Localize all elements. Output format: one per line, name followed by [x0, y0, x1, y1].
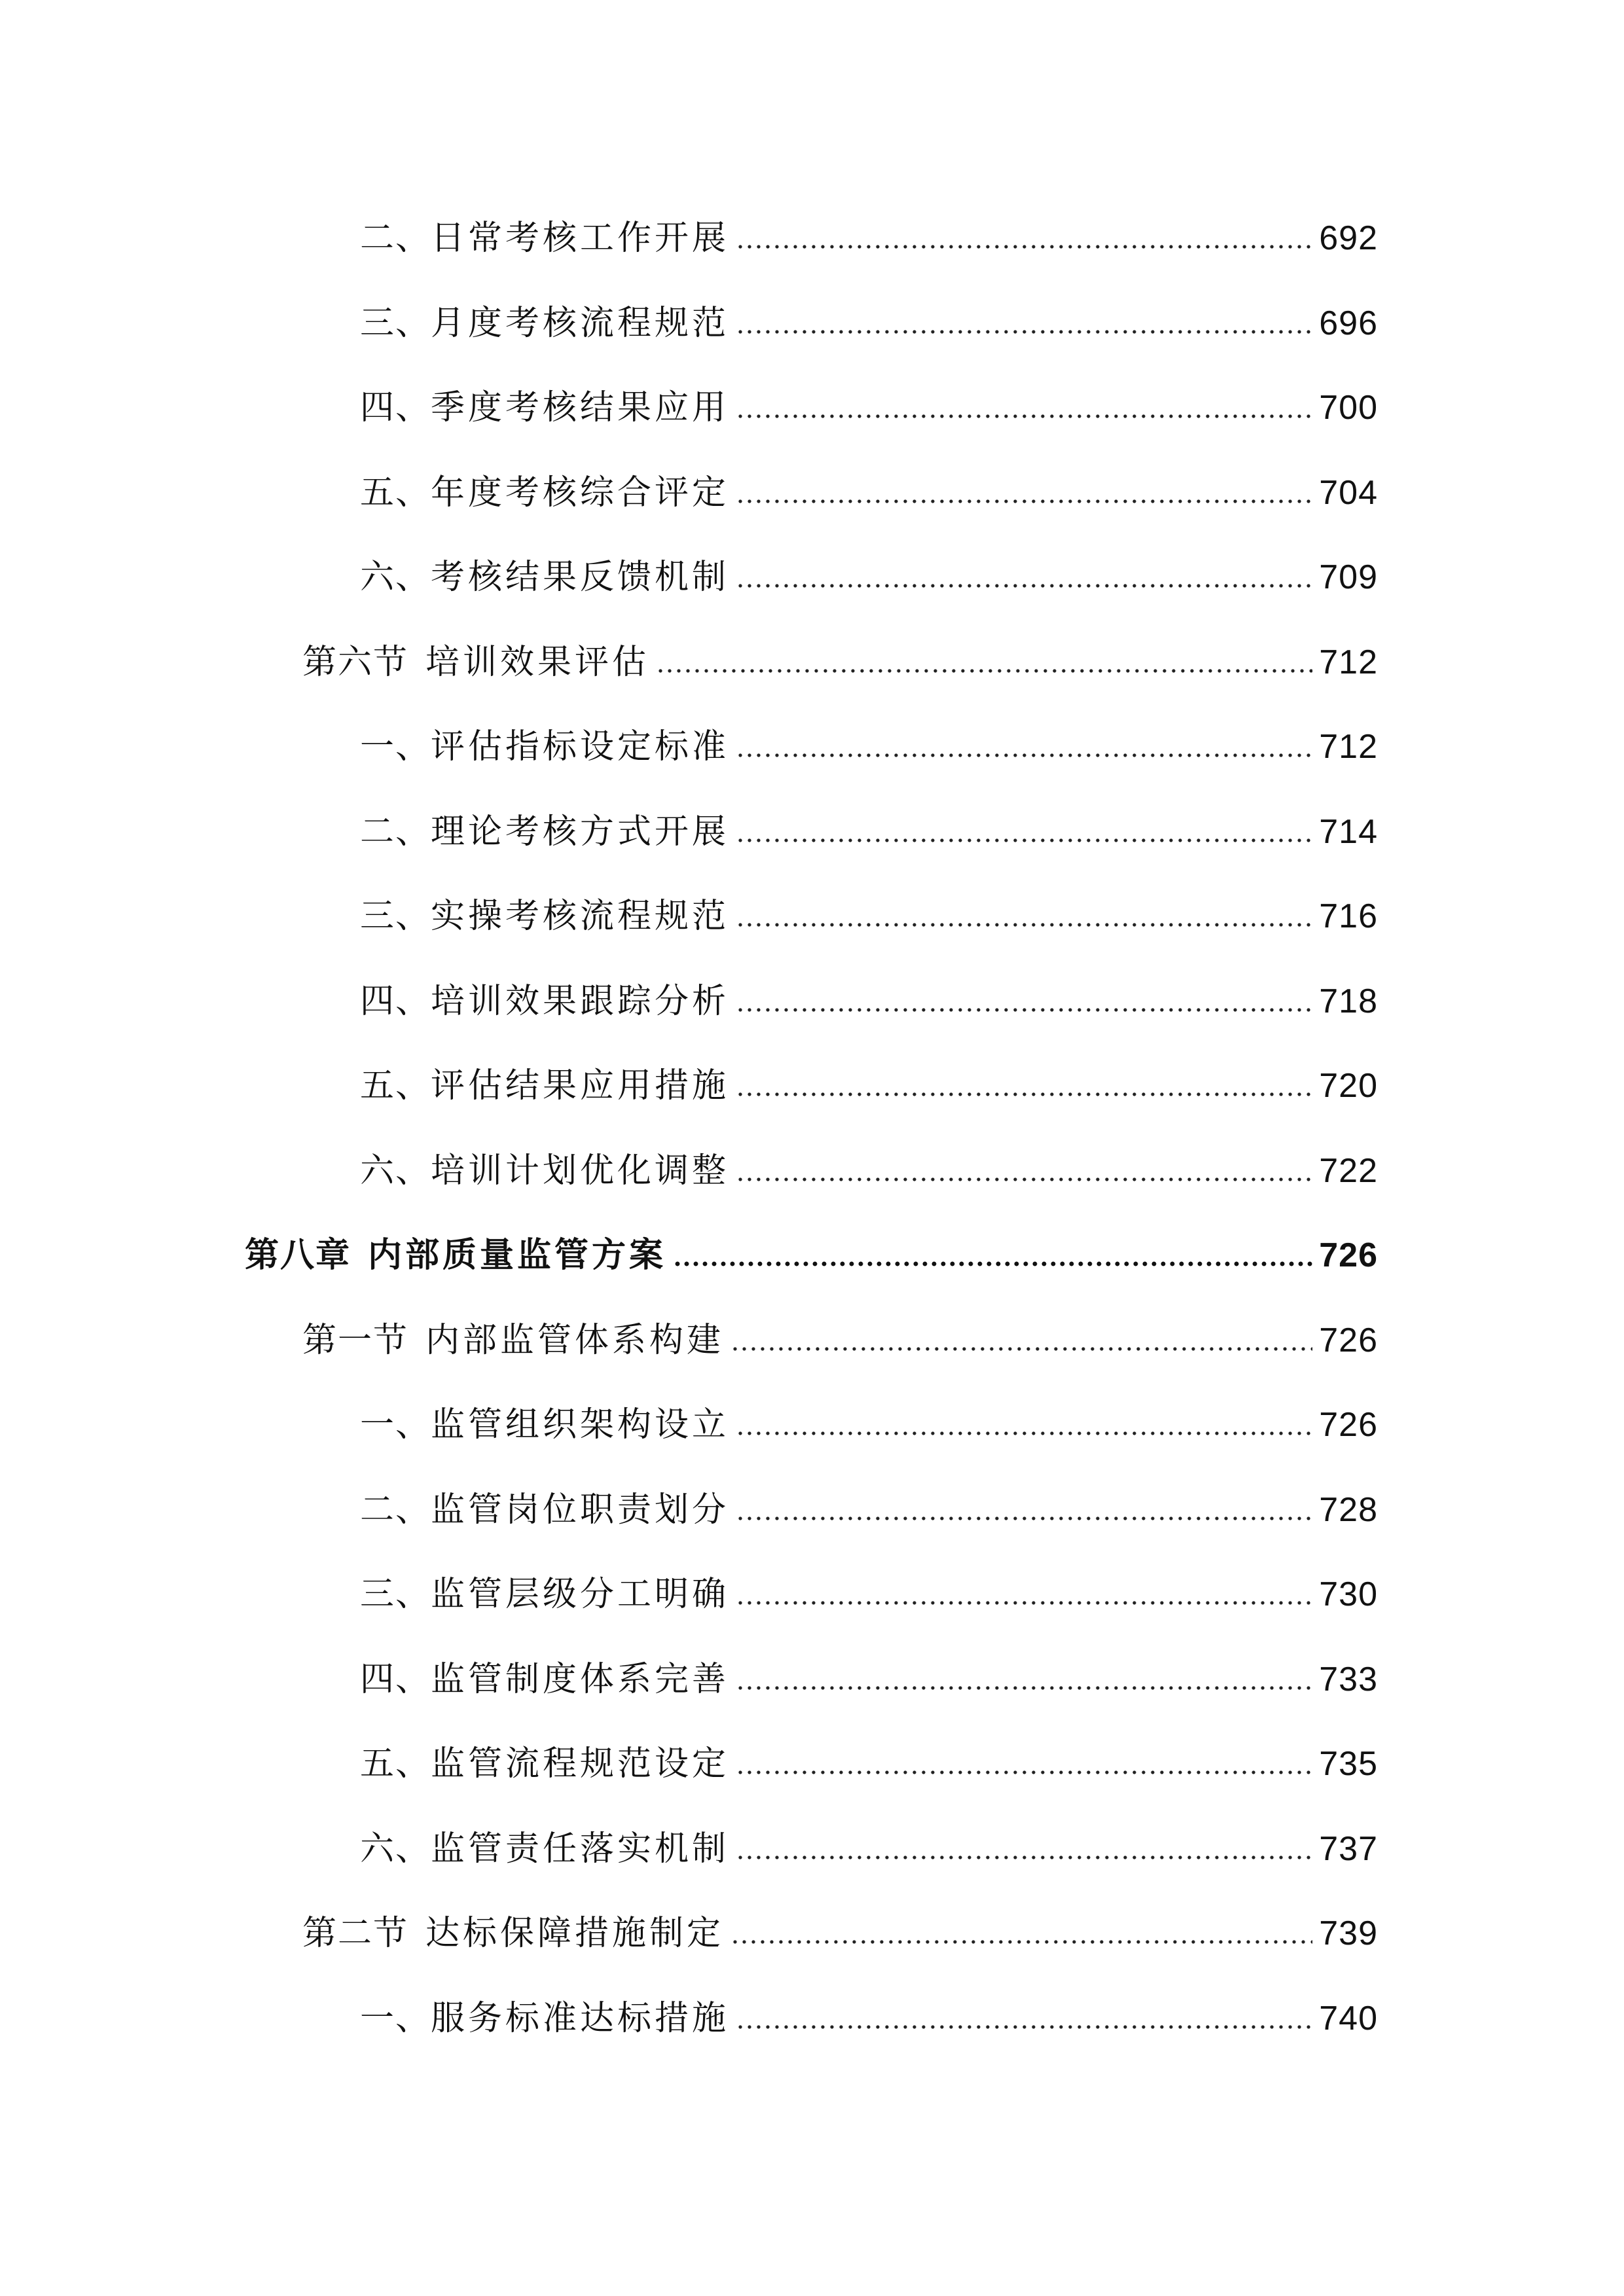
- dot-leader: [736, 414, 1312, 419]
- entry-number: 六、: [360, 558, 431, 597]
- entry-number: 第六节: [302, 643, 409, 682]
- entry-title: 监管制度体系完善: [431, 1660, 730, 1699]
- entry-number: 二、: [360, 219, 431, 258]
- page-number: 735: [1319, 1745, 1378, 1783]
- entry-number: 四、: [360, 982, 431, 1021]
- dot-leader: [736, 1516, 1312, 1521]
- dot-leader: [736, 1431, 1312, 1436]
- entry-number: 二、: [360, 812, 431, 852]
- dot-leader: [736, 753, 1312, 758]
- page-number: 728: [1319, 1491, 1378, 1529]
- entry-title: 培训效果跟踪分析: [431, 982, 730, 1021]
- entry-number: 第八章: [245, 1236, 352, 1275]
- entry-number: 一、: [360, 1999, 431, 2038]
- toc-entry[interactable]: [360, 291, 1378, 356]
- dot-leader: [736, 1685, 1312, 1691]
- toc-entry[interactable]: [360, 1986, 1378, 2051]
- toc-entry-chapter[interactable]: [245, 1223, 1378, 1288]
- entry-title: 培训效果评估: [425, 643, 650, 682]
- entry-number: 四、: [360, 1660, 431, 1699]
- toc-entry[interactable]: [360, 969, 1378, 1034]
- page-number: 712: [1319, 728, 1378, 766]
- page-number: 726: [1319, 1236, 1378, 1274]
- dot-leader: [736, 1600, 1312, 1605]
- entry-number: 六、: [360, 1151, 431, 1191]
- page-number: 726: [1319, 1321, 1378, 1359]
- dot-leader: [736, 1092, 1312, 1097]
- dot-leader: [736, 1007, 1312, 1013]
- dot-leader: [736, 1770, 1312, 1775]
- dot-leader: [736, 244, 1312, 249]
- entry-title: 评估结果应用措施: [431, 1066, 730, 1105]
- entry-title: 监管责任落实机制: [431, 1829, 730, 1869]
- entry-number: 三、: [360, 1575, 431, 1614]
- page-number: 700: [1319, 389, 1378, 427]
- entry-number: 三、: [360, 897, 431, 936]
- dot-leader: [736, 499, 1312, 504]
- page-number: 712: [1319, 643, 1378, 681]
- entry-number: 三、: [360, 304, 431, 343]
- page-number: 714: [1319, 813, 1378, 851]
- entry-title: 达标保障措施制定: [425, 1914, 725, 1953]
- toc-entry-section[interactable]: [302, 1308, 1378, 1373]
- toc-entry-section[interactable]: [302, 1901, 1378, 1966]
- dot-leader: [736, 838, 1312, 843]
- entry-title: 评估指标设定标准: [431, 727, 730, 766]
- page-number: 692: [1319, 219, 1378, 257]
- page-number: 716: [1319, 897, 1378, 935]
- dot-leader: [673, 1261, 1312, 1266]
- entry-number: 四、: [360, 388, 431, 427]
- entry-title: 监管岗位职责划分: [431, 1490, 730, 1530]
- entry-title: 季度考核结果应用: [431, 388, 730, 427]
- dot-leader: [736, 329, 1312, 334]
- page-number: 696: [1319, 304, 1378, 342]
- dot-leader: [736, 922, 1312, 927]
- entry-number: 二、: [360, 1490, 431, 1530]
- entry-title: 理论考核方式开展: [431, 812, 730, 852]
- toc-entry[interactable]: [360, 1562, 1378, 1627]
- toc-entry[interactable]: [360, 1138, 1378, 1204]
- toc-entry[interactable]: [360, 1647, 1378, 1712]
- dot-leader: [736, 1177, 1312, 1182]
- page-number: 730: [1319, 1575, 1378, 1613]
- entry-title: 服务标准达标措施: [431, 1999, 730, 2038]
- toc-entry[interactable]: [360, 1477, 1378, 1543]
- entry-number: 一、: [360, 727, 431, 766]
- entry-title: 实操考核流程规范: [431, 897, 730, 936]
- entry-title: 监管层级分工明确: [431, 1575, 730, 1614]
- page-number: 740: [1319, 2000, 1378, 2037]
- toc-entry[interactable]: [360, 206, 1378, 271]
- entry-title: 日常考核工作开展: [431, 219, 730, 258]
- entry-number: 五、: [360, 1066, 431, 1105]
- dot-leader: [736, 583, 1312, 588]
- entry-title: 月度考核流程规范: [431, 304, 730, 343]
- toc-entry[interactable]: [360, 375, 1378, 440]
- dot-leader: [736, 1855, 1312, 1860]
- toc-entry-section[interactable]: [302, 630, 1378, 695]
- entry-title: 年度考核综合评定: [431, 473, 730, 512]
- dot-leader: [731, 1346, 1312, 1352]
- entry-number: 第一节: [302, 1321, 409, 1360]
- toc-entry[interactable]: [360, 714, 1378, 780]
- toc-entry[interactable]: [360, 1053, 1378, 1119]
- entry-title: 监管流程规范设定: [431, 1744, 730, 1784]
- entry-title: 内部监管体系构建: [425, 1321, 725, 1360]
- toc-entry[interactable]: [360, 460, 1378, 526]
- page-number: 739: [1319, 1914, 1378, 1952]
- page-number: 718: [1319, 982, 1378, 1020]
- entry-number: 五、: [360, 473, 431, 512]
- entry-number: 一、: [360, 1405, 431, 1444]
- entry-title: 考核结果反馈机制: [431, 558, 730, 597]
- entry-number: 五、: [360, 1744, 431, 1784]
- toc-entry[interactable]: [360, 1392, 1378, 1458]
- dot-leader: [731, 1939, 1312, 1945]
- entry-number: 六、: [360, 1829, 431, 1869]
- page-number: 720: [1319, 1067, 1378, 1105]
- dot-leader: [656, 668, 1312, 673]
- page-number: 709: [1319, 558, 1378, 596]
- page-number: 704: [1319, 474, 1378, 512]
- dot-leader: [736, 2024, 1312, 2030]
- toc-entry[interactable]: [360, 1816, 1378, 1882]
- toc-entry[interactable]: [360, 884, 1378, 949]
- page-number: 726: [1319, 1406, 1378, 1444]
- entry-title: 监管组织架构设立: [431, 1405, 730, 1444]
- entry-number: 第二节: [302, 1914, 409, 1953]
- page-number: 733: [1319, 1660, 1378, 1698]
- entry-title: 内部质量监管方案: [368, 1236, 667, 1275]
- toc-entry[interactable]: [360, 1731, 1378, 1797]
- page-number: 737: [1319, 1830, 1378, 1868]
- toc-entry[interactable]: [360, 545, 1378, 610]
- entry-title: 培训计划优化调整: [431, 1151, 730, 1191]
- page-number: 722: [1319, 1152, 1378, 1190]
- toc-entry[interactable]: [360, 799, 1378, 865]
